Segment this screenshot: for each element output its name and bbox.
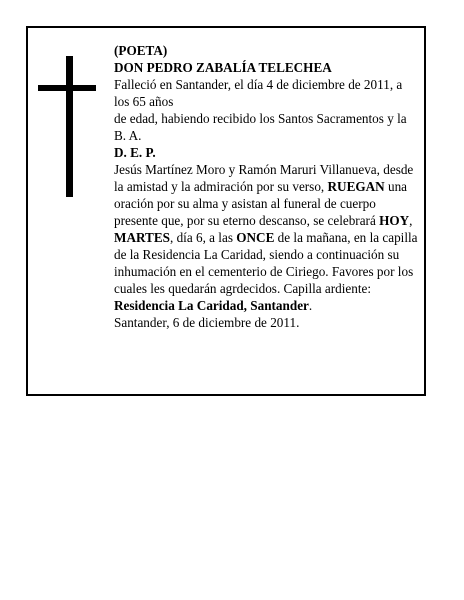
place-date: Santander, 6 de diciembre de 2011. (114, 315, 300, 330)
sacraments-line: de edad, habiendo recibido los Santos Sacramentos y la B. A. (114, 111, 407, 143)
body-after-once: de la mañana, en la capilla de la Residencia La Caridad, siendo a continuación su inhumación en el cementerio de Ciriego. Favores por los cuales les quedarán agrdecidos. Capilla ardiente: (114, 230, 418, 296)
rip-label: D. E. P. (114, 145, 156, 160)
obituary-notice (26, 26, 426, 396)
body-after-martes: , día 6, a las (169, 230, 237, 245)
occupation: (POETA) (114, 43, 168, 58)
martes-emphasis: MARTES (114, 230, 170, 245)
cross-vertical-bar (66, 56, 73, 197)
deceased-name: DON PEDRO ZABALÍA TELECHEA (114, 60, 332, 75)
body-period: . (308, 298, 313, 313)
death-notice-line: Falleció en Santander, el día 4 de diciembre de 2011, a los 65 años (114, 77, 403, 109)
chapel-location: Residencia La Caridad, Santander (114, 298, 309, 313)
body-comma: , (409, 213, 413, 228)
hoy-emphasis: HOY (379, 213, 410, 228)
body-intro: Jesús Martínez Moro y Ramón Maruri Villanueva, desde la amistad y la admiración por su verso, (114, 162, 414, 194)
cross-horizontal-bar (38, 85, 96, 91)
obituary-body (114, 161, 420, 314)
once-emphasis: ONCE (236, 230, 275, 245)
ruegan-emphasis: RUEGAN (327, 179, 385, 194)
obituary-text (114, 42, 420, 331)
body-after-ruegan: una oración por su alma y asistan al funeral de cuerpo presente que, por su eterno descanso, se celebrará (114, 179, 408, 228)
